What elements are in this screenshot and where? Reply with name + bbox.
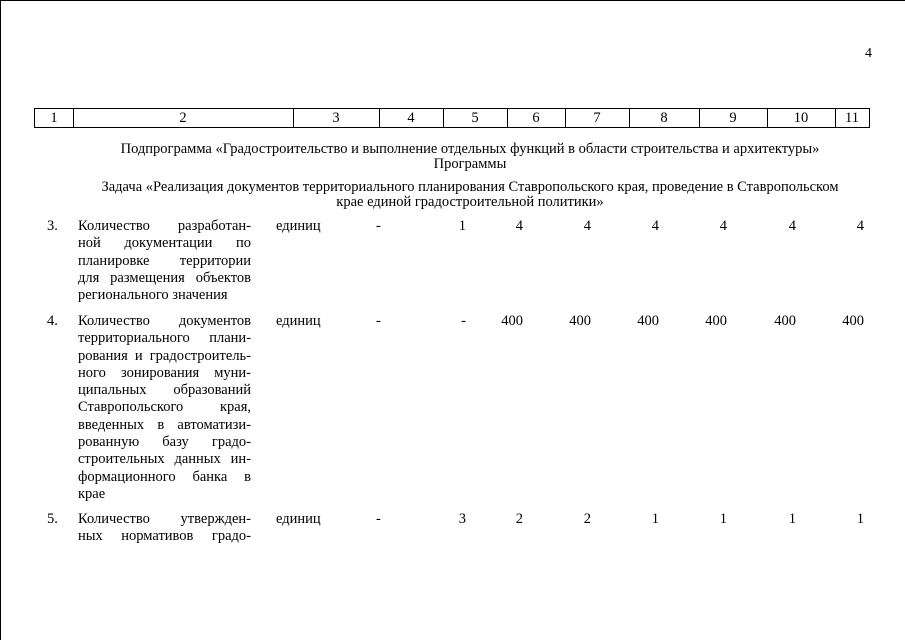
value-col5: 3: [458, 511, 466, 527]
description-line: планировке территории: [78, 252, 251, 269]
description-line: для размещения объектов: [78, 269, 251, 286]
description-line: Количество утвержден-: [78, 511, 251, 527]
value-col10: 4: [788, 218, 796, 234]
value-col11: 4: [856, 218, 864, 234]
task-title: [70, 180, 870, 210]
value-col11: 1: [856, 511, 864, 527]
col-header-8: 8: [660, 110, 668, 126]
col-header-11: 11: [845, 110, 859, 126]
value-col4: -: [376, 511, 381, 527]
description-line: Ставропольского края,: [78, 399, 251, 416]
page-edge-top: [0, 0, 905, 1]
value-col11: 400: [842, 313, 864, 329]
description-line: Количество документов: [78, 313, 251, 329]
description-line: ной документации по: [78, 235, 251, 252]
row-number: 5.: [47, 511, 58, 527]
description-line: рования и градостроитель-: [78, 347, 251, 364]
row-unit: единиц: [276, 218, 321, 234]
subprogram-title-line1: Подпрограмма «Градостроительство и выполнение отдельных функций в области строительства и архитектуры»: [120, 141, 820, 157]
page-number: 4: [865, 46, 872, 61]
value-col9: 400: [705, 313, 727, 329]
value-col8: 400: [637, 313, 659, 329]
row-unit: единиц: [276, 511, 321, 527]
col-header-7: 7: [593, 110, 601, 126]
description-line: крае: [78, 485, 106, 502]
col-header-3: 3: [332, 110, 340, 126]
subprogram-title-line2: Программы: [433, 156, 507, 172]
value-col7: 400: [569, 313, 591, 329]
value-col6: 2: [515, 511, 523, 527]
value-col5: 1: [458, 218, 466, 234]
value-col9: 1: [719, 511, 727, 527]
value-col7: 2: [583, 511, 591, 527]
page-edge-left: [0, 0, 1, 640]
description-line: ципальных образований: [78, 382, 251, 399]
description-line: введенных в автоматизи-: [78, 416, 251, 433]
col-header-2: 2: [179, 110, 187, 126]
col-header-5: 5: [471, 110, 479, 126]
value-col4: -: [376, 218, 381, 234]
value-col4: -: [376, 313, 381, 329]
description-line: Количество разработан-: [78, 218, 251, 234]
row-number: 4.: [47, 313, 58, 329]
description-line: ного зонирования муни-: [78, 364, 251, 381]
column-number-header: [34, 108, 870, 128]
col-header-9: 9: [729, 110, 737, 126]
value-col9: 4: [719, 218, 727, 234]
value-col8: 1: [651, 511, 659, 527]
value-col10: 1: [788, 511, 796, 527]
row-unit: единиц: [276, 313, 321, 329]
row-description: [78, 218, 251, 304]
value-col5: -: [461, 313, 466, 329]
task-title-line2: крае единой градостроительной политики»: [336, 194, 604, 210]
value-col10: 400: [774, 313, 796, 329]
task-title-line1: Задача «Реализация документов территориального планирования Ставропольского края, проведение в Ставропольском: [101, 179, 839, 195]
description-line: регионального значения: [78, 287, 228, 304]
description-line: ных нормативов градо-: [78, 528, 251, 545]
row-number: 3.: [47, 218, 58, 234]
col-header-4: 4: [407, 110, 415, 126]
subprogram-title: [70, 142, 870, 172]
description-line: строительных данных ин-: [78, 451, 251, 468]
description-line: рованную базу градо-: [78, 434, 251, 451]
value-col6: 400: [501, 313, 523, 329]
description-line: территориального плани-: [78, 330, 251, 347]
row-description: [78, 313, 251, 503]
col-header-1: 1: [50, 110, 58, 126]
value-col8: 4: [651, 218, 659, 234]
col-header-6: 6: [532, 110, 540, 126]
col-header-10: 10: [793, 110, 809, 126]
value-col7: 4: [583, 218, 591, 234]
row-description: [78, 511, 251, 546]
value-col6: 4: [515, 218, 523, 234]
description-line: формационного банка в: [78, 468, 251, 485]
